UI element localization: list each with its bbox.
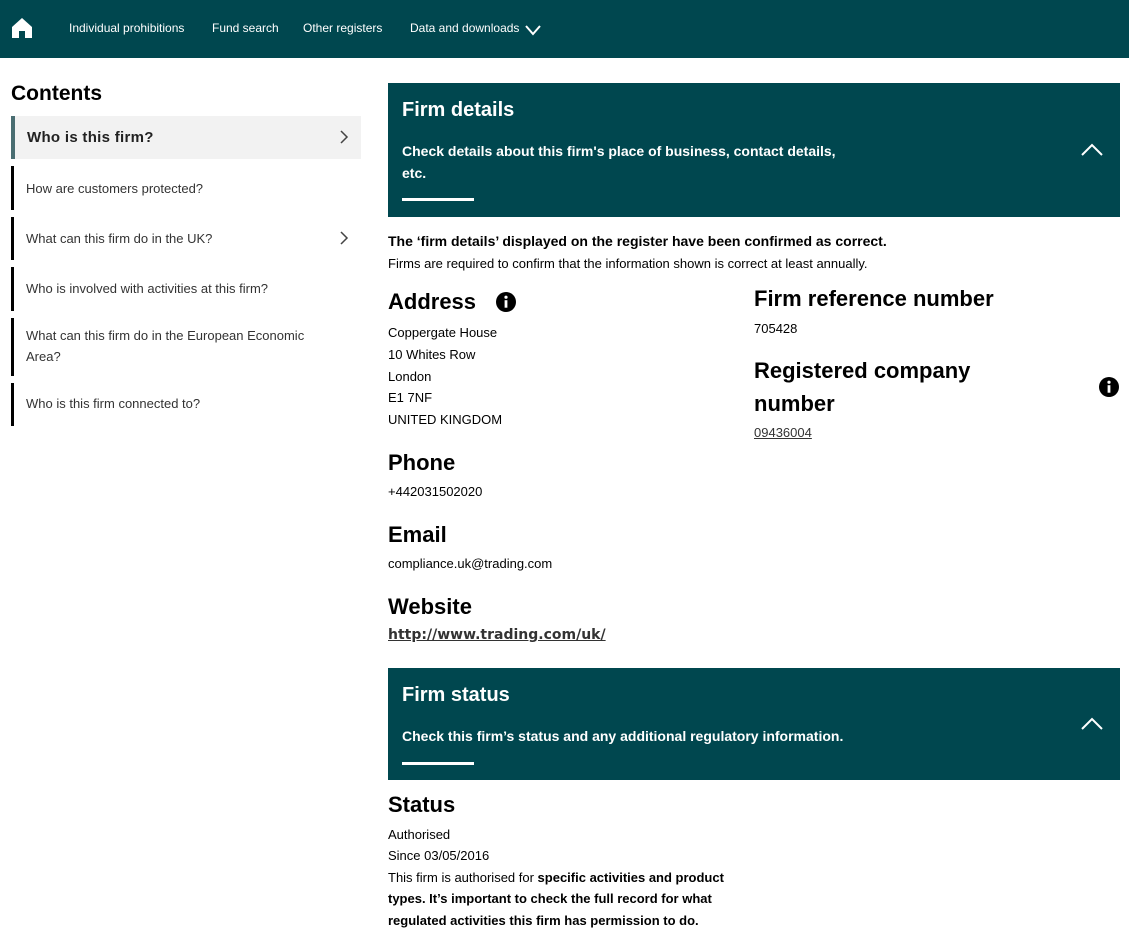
sidebar-item-uk-activities[interactable] bbox=[11, 217, 361, 260]
status-note: types. It’s important to check the full record for what bbox=[388, 891, 712, 906]
nav-other-registers[interactable]: Other registers bbox=[303, 21, 383, 35]
company-number-heading: Registered company bbox=[754, 358, 971, 383]
address-line: London bbox=[388, 369, 432, 384]
sidebar-item-label: How are customers protected? bbox=[26, 181, 204, 196]
status-since: Since 03/05/2016 bbox=[388, 848, 490, 863]
sidebar-item-label: What can this firm do in the UK? bbox=[26, 231, 213, 246]
info-icon[interactable] bbox=[496, 292, 516, 312]
address-line: Coppergate House bbox=[388, 325, 498, 340]
panel-title: Firm details bbox=[402, 99, 515, 121]
firm-details-panel[interactable] bbox=[388, 83, 1120, 217]
status-note-text: This firm is authorised for bbox=[388, 870, 538, 885]
top-navigation bbox=[0, 0, 1129, 58]
status-note: regulated activities this firm has permission to do. bbox=[388, 913, 699, 928]
panel-description: Check details about this firm's place of business, contact details, bbox=[402, 143, 836, 159]
sidebar-item-label: What can this firm do in the European Economic bbox=[26, 328, 305, 343]
nav-individual-prohibitions[interactable]: Individual prohibitions bbox=[69, 21, 185, 35]
address-line: 10 Whites Row bbox=[388, 347, 476, 362]
info-icon[interactable] bbox=[1099, 377, 1119, 397]
phone-value: +442031502020 bbox=[388, 484, 483, 499]
sidebar-title: Contents bbox=[11, 82, 102, 105]
chevron-down-icon[interactable] bbox=[524, 23, 542, 37]
status-heading: Status bbox=[388, 792, 456, 817]
home-icon[interactable] bbox=[11, 17, 33, 39]
sidebar-item-label: Who is this firm? bbox=[27, 129, 154, 146]
address-heading: Address bbox=[388, 289, 477, 314]
website-link[interactable]: http://www.trading.com/uk/ bbox=[388, 627, 606, 643]
panel-description: Check this firm’s status and any additional regulatory information. bbox=[402, 728, 844, 744]
sidebar-item-who-is-this-firm[interactable] bbox=[11, 116, 361, 159]
frn-value: 705428 bbox=[754, 321, 798, 336]
panel-underline bbox=[402, 198, 474, 201]
address-line: E1 7NF bbox=[388, 390, 433, 405]
sidebar-item-eea[interactable] bbox=[11, 318, 361, 376]
frn-heading: Firm reference number bbox=[754, 286, 994, 311]
sidebar-item-label: Who is involved with activities at this firm? bbox=[26, 281, 269, 296]
status-note bbox=[388, 870, 724, 885]
chevron-up-icon[interactable] bbox=[1080, 717, 1104, 731]
phone-heading: Phone bbox=[388, 450, 456, 475]
confirmation-subtext: Firms are required to confirm that the information shown is correct at least annually. bbox=[388, 256, 868, 271]
confirmation-heading: The ‘firm details’ displayed on the register have been confirmed as correct. bbox=[388, 233, 887, 249]
nav-fund-search[interactable]: Fund search bbox=[212, 21, 279, 35]
panel-underline bbox=[402, 762, 474, 765]
sidebar-item-label: Area? bbox=[26, 349, 61, 364]
email-value: compliance.uk@trading.com bbox=[388, 556, 553, 571]
chevron-right-icon bbox=[339, 129, 349, 145]
email-heading: Email bbox=[388, 522, 447, 547]
panel-description: etc. bbox=[402, 165, 427, 181]
sidebar-item-customers-protected[interactable] bbox=[11, 166, 361, 210]
firm-status-panel[interactable] bbox=[388, 668, 1120, 780]
chevron-right-icon bbox=[339, 230, 349, 246]
address-line: UNITED KINGDOM bbox=[388, 412, 503, 427]
company-number-heading: number bbox=[754, 391, 835, 416]
sidebar-item-who-is-involved[interactable] bbox=[11, 267, 361, 311]
status-value: Authorised bbox=[388, 827, 451, 842]
sidebar-item-label: Who is this firm connected to? bbox=[26, 396, 201, 411]
sidebar-item-connected-to[interactable] bbox=[11, 383, 361, 426]
company-number-link[interactable]: 09436004 bbox=[754, 425, 812, 440]
panel-title: Firm status bbox=[402, 684, 510, 706]
website-heading: Website bbox=[388, 594, 472, 619]
status-note-emphasis: specific activities and product bbox=[537, 870, 724, 885]
nav-data-and-downloads[interactable]: Data and downloads bbox=[410, 21, 520, 35]
chevron-up-icon[interactable] bbox=[1080, 143, 1104, 157]
